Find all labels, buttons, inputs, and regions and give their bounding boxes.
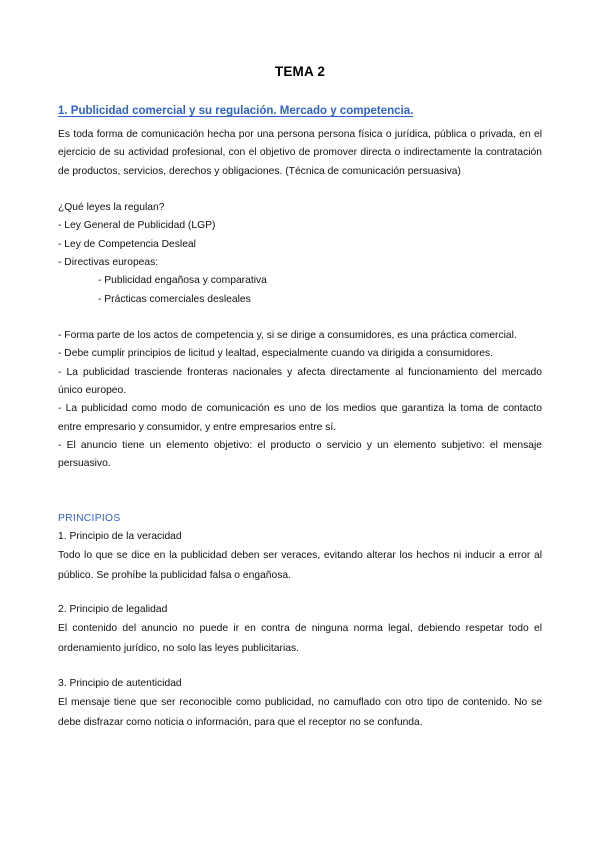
spacer: [58, 181, 542, 199]
laws-question: ¿Qué leyes la regulan?: [58, 201, 165, 213]
principio-title: 1. Principio de la veracidad: [58, 530, 182, 542]
principio-body: Todo lo que se dice en la publicidad deben ser veraces, evitando alterar los hechos ni inducir a error al público. Se prohíbe la publicidad falsa o engañosa.: [58, 549, 542, 581]
spacer: [58, 660, 542, 675]
list-item: - Ley de Competencia Desleal: [58, 238, 196, 250]
spacer: [58, 500, 542, 513]
bullet-paragraph: - La publicidad como modo de comunicación es uno de los medios que garantiza la toma de contacto entre empresario y consumidor, y entre empresarios entre sí.: [58, 403, 542, 433]
definition-paragraph: Es toda forma de comunicación hecha por una persona persona física o jurídica, pública o privada, en el ejercicio de su actividad profesional, con el objetivo de promover directa o indirectamente la contratación de productos, servicios, derechos y obligaciones. (Técnica de comunicación persuasiva): [58, 129, 542, 177]
bullet-paragraph: - La publicidad trasciende fronteras nacionales y afecta directamente al funcionamiento del mercado único europeo.: [58, 366, 542, 396]
list-item: - Ley General de Publicidad (LGP): [58, 220, 216, 232]
section-heading-1: 1. Publicidad comercial y su regulación. Mercado y competencia.: [58, 105, 414, 117]
spacer: [58, 309, 542, 327]
principios-heading: PRINCIPIOS: [58, 512, 121, 524]
page-title: TEMA 2: [274, 64, 326, 79]
spacer: [58, 586, 542, 601]
principio-body: El mensaje tiene que ser reconocible como publicidad, no camuflado con otro tipo de contenido. No se debe disfrazar como noticia o información, para que el receptor no se confunda.: [58, 696, 542, 728]
bullet-paragraph: - El anuncio tiene un elemento objetivo: el producto o servicio y un elemento subjetivo: el mensaje persuasivo.: [58, 439, 542, 470]
list-item: - Prácticas comerciales desleales: [98, 293, 251, 305]
bullet-paragraph: - Forma parte de los actos de competencia y, si se dirige a consumidores, es una práctica comercial.: [58, 329, 517, 341]
bullet-paragraph: - Debe cumplir principios de licitud y lealtad, especialmente cuando va dirigida a consumidores.: [58, 348, 493, 360]
list-item: - Directivas europeas:: [58, 256, 159, 268]
list-item: - Publicidad engañosa y comparativa: [98, 275, 267, 287]
principio-body: El contenido del anuncio no puede ir en contra de ninguna norma legal, debiendo respetar todo el ordenamiento jurídico, no solo las leyes publicitarias.: [58, 623, 542, 655]
principio-title: 3. Principio de autenticidad: [58, 677, 182, 689]
principio-title: 2. Principio de legalidad: [58, 604, 168, 616]
spacer: [58, 474, 542, 500]
